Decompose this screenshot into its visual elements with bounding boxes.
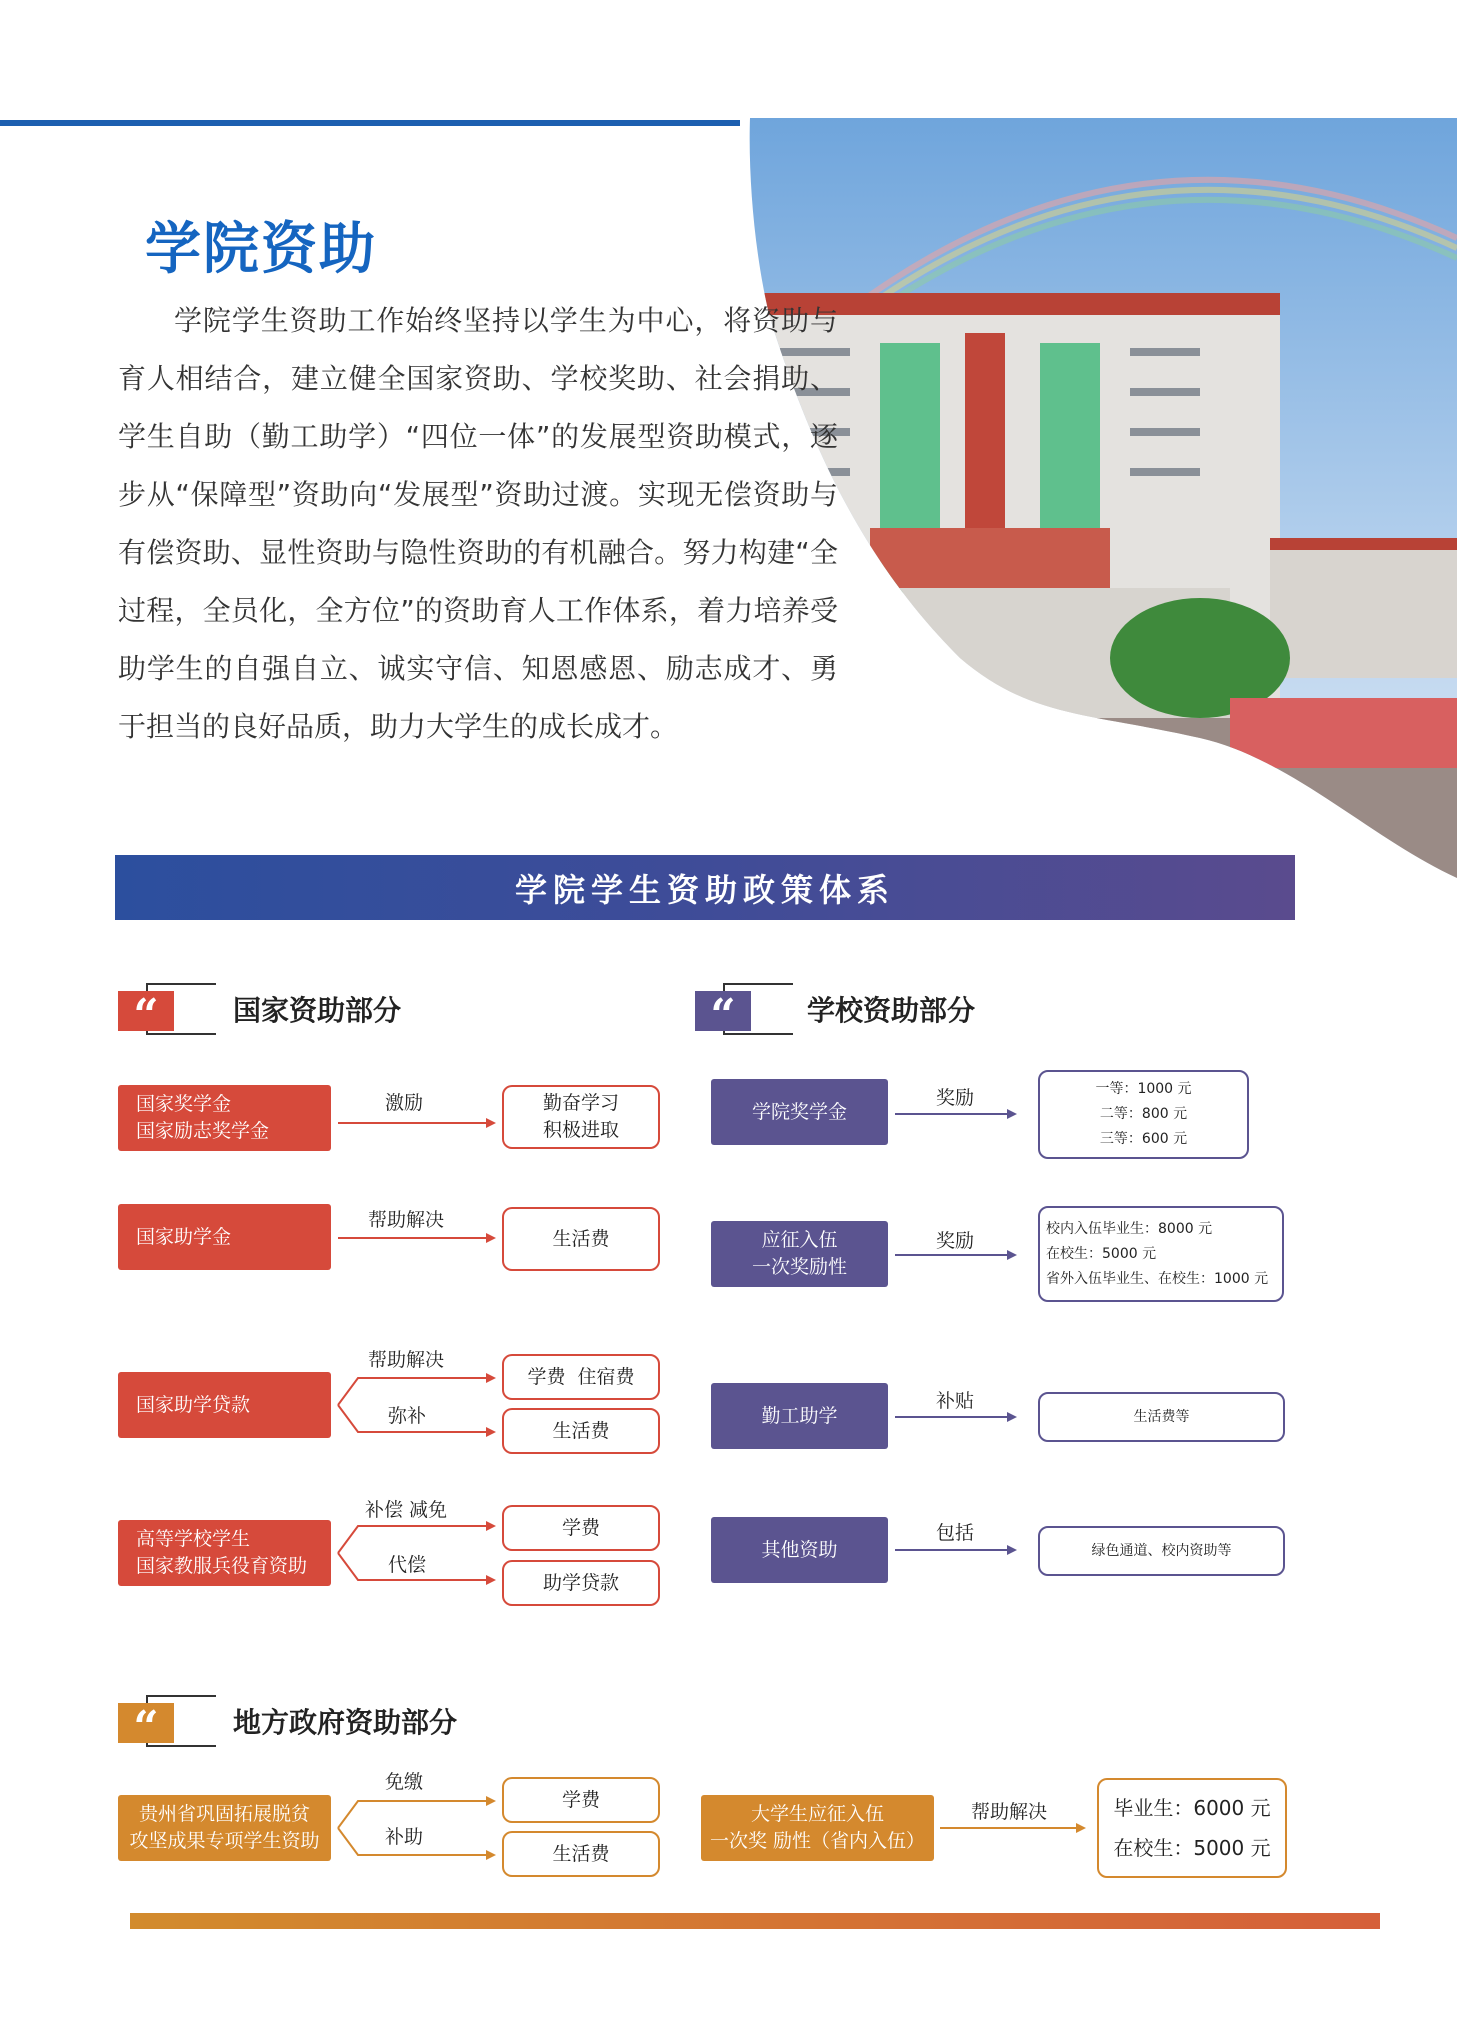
living-cost-box: 生活费: [502, 1207, 660, 1271]
student-loan-box: 助学贷款: [502, 1560, 660, 1606]
intro-paragraph: [118, 292, 838, 756]
military-aid-box: [118, 1520, 331, 1586]
section-title: 地方政府资助部分: [233, 1706, 458, 1739]
policy-system-banner: 学院学生资助政策体系: [115, 855, 1295, 920]
living-cost-box: 生活费: [502, 1831, 660, 1877]
arrow-right-icon: [338, 1117, 498, 1129]
local-enlistment-amounts-box: 毕业生：6000 元 在校生：5000 元: [1097, 1778, 1287, 1878]
local-section-header: [118, 1695, 498, 1753]
arrow-right-icon: [895, 1544, 1020, 1556]
quote-icon: “: [118, 1703, 174, 1743]
arrow-right-icon: [895, 1249, 1020, 1261]
national-loan-box: [118, 1372, 331, 1438]
page-title: 学院资助: [145, 217, 377, 282]
arrow-right-icon: [895, 1411, 1020, 1423]
arrow-right-icon: [338, 1232, 498, 1244]
section-title: 学校资助部分: [807, 994, 976, 1027]
source-label: 高等学校学生 国家教服兵役育资助: [136, 1528, 308, 1577]
diligence-box: 勤奋学习 积极进取: [502, 1085, 660, 1149]
provincial-enlistment-box: 大学生应征入伍 一次奖 励性（省内入伍）: [701, 1795, 934, 1861]
enlistment-amounts-box: 校内入伍毕业生：8000 元 在校生：5000 元 省外入伍毕业生、在校生：1000 元: [1038, 1206, 1284, 1302]
national-section-header: [118, 983, 438, 1041]
arrow-right-icon: [940, 1822, 1090, 1834]
arrow-right-icon: [895, 1108, 1020, 1120]
arrow-label: 补贴: [936, 1390, 975, 1412]
other-aid-box: 其他资助: [711, 1517, 888, 1583]
living-cost-etc-box: 生活费等: [1038, 1392, 1285, 1442]
quote-icon: “: [118, 991, 174, 1031]
national-grant-box: [118, 1204, 331, 1270]
tuition-box: 学费: [502, 1777, 660, 1823]
arrow-label: 补助: [385, 1826, 424, 1848]
campus-building-photo: [730, 118, 1457, 908]
arrow-label: 帮助解决: [971, 1801, 1048, 1823]
college-scholarship-box: 学院奖学金: [711, 1079, 888, 1145]
arrow-label: 免缴: [385, 1771, 424, 1793]
section-title: 国家资助部分: [233, 994, 402, 1027]
source-label: 国家助学金: [136, 1225, 232, 1248]
intro-text: 学院学生资助工作始终坚持以学生为中心，将资助与育人相结合，建立健全国家资助、学校奖助、社会捐助、学生自助（勤工助学）“四位一体”的发展型资助模式，逐步从“保障型”资助向“发展型”资助过渡。实现无偿资助与有偿资助、显性资助与隐性资助的有机融合。努力构建“全过程，全员化，全方位”的资助育人工作体系，着力培养受助学生的自强自立、诚实守信、知恩感恩、励志成才、勇于担当的良好品质，助力大学生的成长成才。: [118, 304, 838, 743]
tuition-lodging-box: 学费 住宿费: [502, 1354, 660, 1400]
school-section-header: [695, 983, 1015, 1041]
guizhou-aid-box: 贵州省巩固拓展脱贫 攻坚成果专项学生资助: [118, 1795, 331, 1861]
top-rule: [0, 120, 740, 126]
source-label: 国家奖学金 国家励志奖学金: [136, 1093, 270, 1142]
arrow-label: 激励: [385, 1092, 424, 1114]
scholarship-levels-box: 一等：1000 元 二等：800 元 三等：600 元: [1038, 1070, 1249, 1159]
arrow-label: 补偿 减免: [365, 1499, 448, 1521]
arrow-label: 奖励: [936, 1087, 975, 1109]
arrow-label: 弥补: [388, 1405, 427, 1427]
arrow-label: 包括: [936, 1522, 975, 1544]
quote-icon: “: [695, 991, 751, 1031]
source-label: 国家助学贷款: [136, 1393, 251, 1416]
tuition-box: 学费: [502, 1505, 660, 1551]
living-cost-box: 生活费: [502, 1408, 660, 1454]
arrow-label: 奖励: [936, 1230, 975, 1252]
enlistment-reward-box: 应征入伍 一次奖励性: [711, 1221, 888, 1287]
green-channel-box: 绿色通道、校内资助等: [1038, 1526, 1285, 1576]
work-study-box: 勤工助学: [711, 1383, 888, 1449]
arrow-label: 代偿: [388, 1554, 427, 1576]
bottom-rule: [130, 1913, 1380, 1929]
arrow-label: 帮助解决: [368, 1209, 445, 1231]
arrow-label: 帮助解决: [368, 1349, 445, 1371]
national-scholarship-box: [118, 1085, 331, 1151]
